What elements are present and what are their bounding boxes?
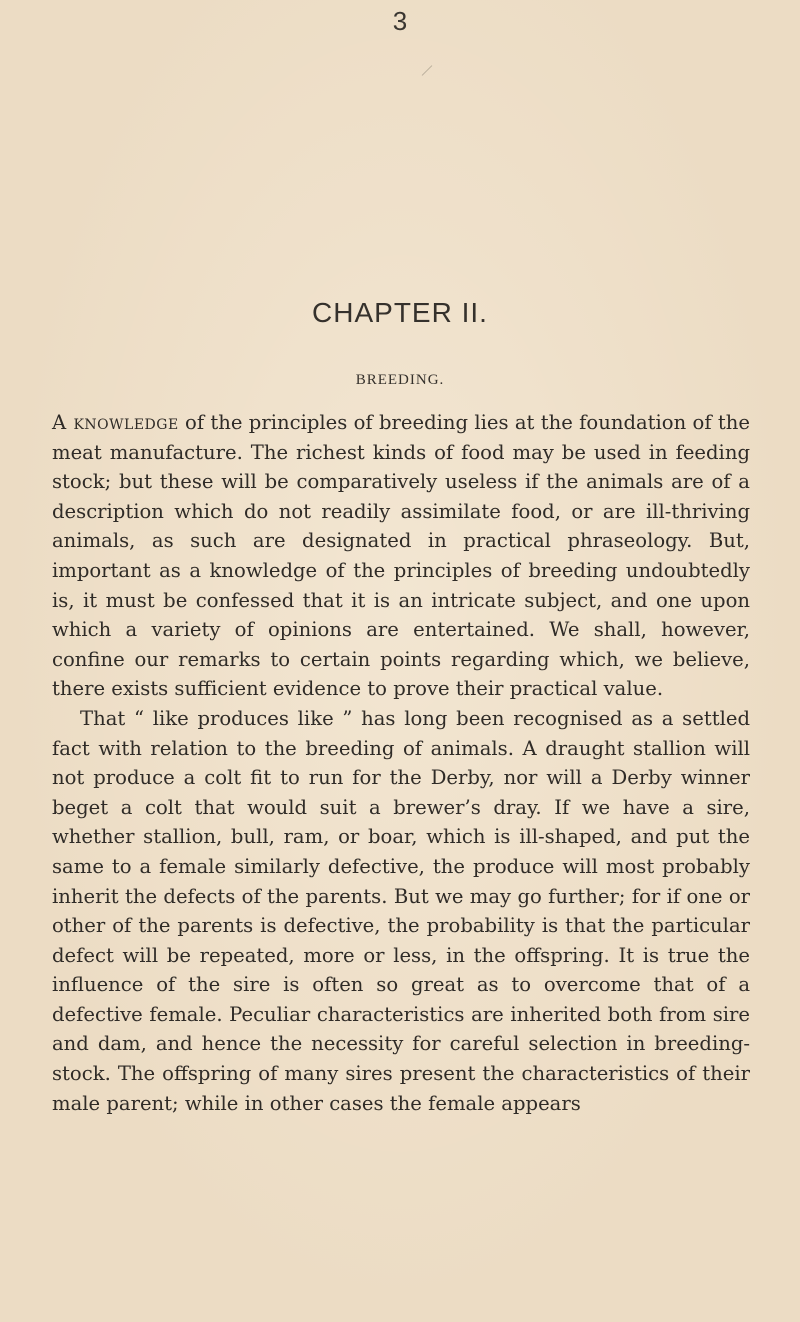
- paragraph-lead: A knowledge: [52, 411, 179, 434]
- page-number: 3: [392, 6, 408, 36]
- section-title: BREEDING.: [355, 372, 445, 388]
- paragraph-text: That “ like produces like ” has long been recognised as a settled fact with relation to the breeding of animals. A draught stallion will not produce a colt fit to run for the Derby, nor will a Derby winner beget a colt that would suit a brewer’s dray. If we have a sire, whether stallion, bull, ram, or boar, which is ill-shaped, and put the same to a female similarly defective, the produce will most probably inherit the defects of the parents. But we may go further; for if one or other of the parents is defective, the probability is that the particular defect will be repeated, more or less, in the offspring. It is true the influence of the sire is often so great as to overcome that of a defective female. Peculiar characteristics are inherited both from sire and dam, and hence the necessity for careful selection in breeding-stock. The offspring of many sires present the characteristics of their male parent; while in other cases the female appears: [52, 706, 750, 1115]
- paragraph-text: of the principles of breeding lies at the foundation of the meat manufacture. The richest kinds of food may be used in feeding stock; but these will be comparatively useless if the animals are of a description which do not readily assimilate food, or are ill-thriving animals, as such are designated in practical phraseology. But, important as a knowledge of the principles of breeding undoubtedly is, it must be confessed that it is an intricate subject, and one upon which a variety of opinions are entertained. We shall, however, confine our remarks to certain points regarding which, we believe, there exists sufficient evidence to prove their practical value.: [52, 411, 751, 701]
- chapter-title: CHAPTER II.: [312, 297, 488, 328]
- paragraph-1: [52, 408, 750, 704]
- pencil-mark: [422, 65, 433, 76]
- paragraph-2: [52, 704, 750, 1118]
- body-text: [52, 408, 750, 1118]
